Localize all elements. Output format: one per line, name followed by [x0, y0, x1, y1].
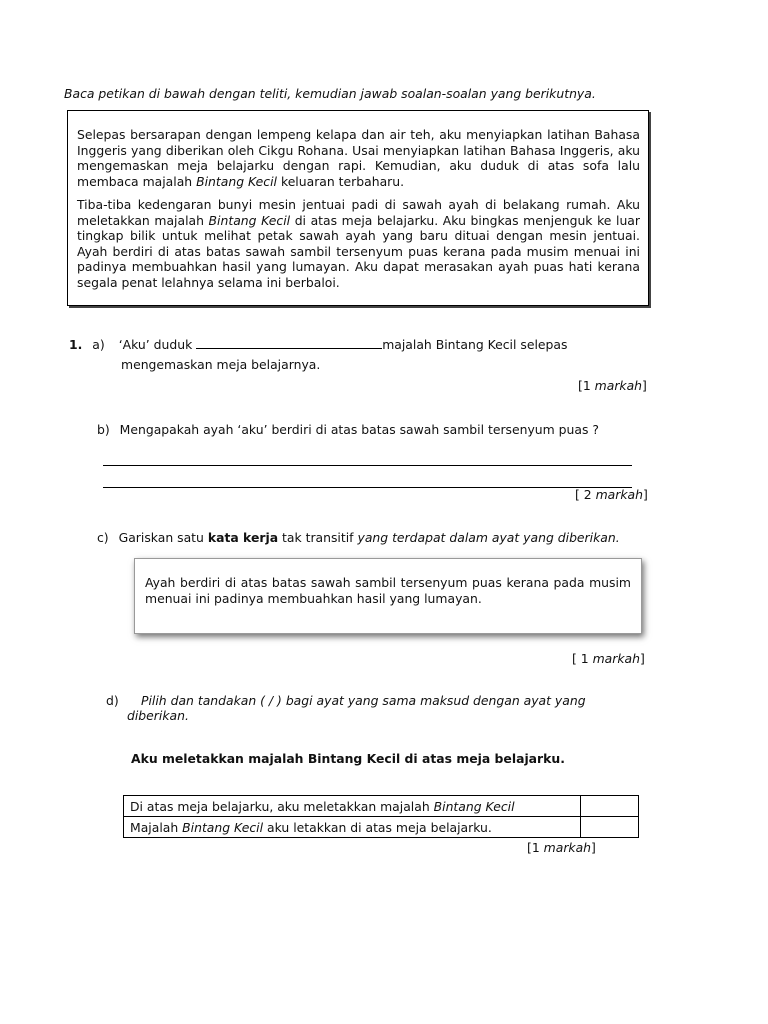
- passage-box: [67, 110, 649, 306]
- choice-row: [124, 817, 639, 838]
- question-text: Mengapakah ayah ‘aku’ berdiri di atas batas sawah sambil tersenyum puas ?: [119, 422, 599, 437]
- question-1d-text: Pilih dan tandakan ( / ) bagi ayat yang sama maksud dengan ayat yang: [141, 693, 586, 708]
- answer-line-1[interactable]: [103, 465, 632, 466]
- tick-box[interactable]: [581, 817, 639, 838]
- answer-line-2[interactable]: [103, 487, 632, 488]
- passage-paragraph-2: [77, 197, 640, 291]
- question-1b: [97, 422, 599, 437]
- question-text: ‘Aku’ duduk: [118, 337, 197, 352]
- question-1d-label: d): [106, 693, 119, 708]
- passage-text: Selepas bersarapan dengan lempeng kelapa dan air teh, aku menyiapkan latihan Bahasa Inggeris yang diberikan oleh Cikgu Rohana. Usai menyiapkan latihan Bahasa Inggeris, aku mengemaskan meja belajarku dengan rapi. Kemudian, aku duduk di atas sofa lalu membaca majalah: [77, 127, 640, 189]
- question-1d-text-line2: diberikan.: [127, 708, 189, 723]
- keyword-bold: kata kerja: [207, 530, 279, 545]
- marks-1d: [1 markah]: [527, 840, 596, 855]
- sentence-box: [134, 558, 642, 634]
- instruction-text: Baca petikan di bawah dengan teliti, kemudian jawab soalan-soalan yang berikutnya.: [64, 86, 596, 101]
- question-label: b): [97, 422, 110, 437]
- question-1c: c) Gariskan satu kata kerja tak transitif yang terdapat dalam ayat yang diberikan.: [97, 530, 620, 545]
- choice-text: Di atas meja belajarku, aku meletakkan majalah Bintang Kecil: [124, 796, 581, 817]
- tick-box[interactable]: [581, 796, 639, 817]
- marks-1c: [ 1 markah]: [572, 651, 645, 666]
- question-1a: [69, 336, 567, 352]
- question-label: a): [92, 337, 105, 352]
- fill-in-blank[interactable]: [196, 336, 382, 349]
- marks-1a: [1 markah]: [578, 378, 647, 393]
- sentence-text[interactable]: Ayah berdiri di atas batas sawah sambil tersenyum puas kerana pada musim menuai ini padinya membuahkan hasil yang lumayan.: [145, 575, 631, 606]
- passage-text: di atas meja belajarku. Aku bingkas menjenguk ke luar tingkap bilik untuk melihat petak sawah ayah yang baru dituai dengan mesin jentuai. Ayah berdiri di atas batas sawah sambil tersenyum puas kerana pada musim menuai ini padinya membuahkan hasil yang lumayan. Aku dapat merasakan ayah puas hati kerana segala penat lelahnya selama ini berbaloi.: [77, 212, 640, 290]
- passage-text: Tiba-tiba kedengaran bunyi mesin jentuai padi di sawah ayah di belakang rumah. Aku meletakkan majalah: [77, 197, 640, 228]
- question-1a-line2: mengemaskan meja belajarnya.: [121, 357, 321, 372]
- question-number: 1.: [69, 337, 83, 352]
- statement-sentence: Aku meletakkan majalah Bintang Kecil di atas meja belajarku.: [131, 751, 565, 766]
- choice-row: [124, 796, 639, 817]
- passage-text: keluaran terbaharu.: [277, 173, 405, 189]
- magazine-title: Bintang Kecil: [196, 173, 278, 189]
- choice-text: Majalah Bintang Kecil aku letakkan di atas meja belajarku.: [124, 817, 581, 838]
- marks-1b: [ 2 markah]: [575, 487, 648, 502]
- passage-paragraph-1: [77, 127, 640, 189]
- choice-table: [123, 795, 639, 838]
- question-text: majalah Bintang Kecil selepas: [382, 337, 568, 352]
- question-label: c): [97, 530, 109, 545]
- magazine-title: Bintang Kecil: [208, 212, 291, 228]
